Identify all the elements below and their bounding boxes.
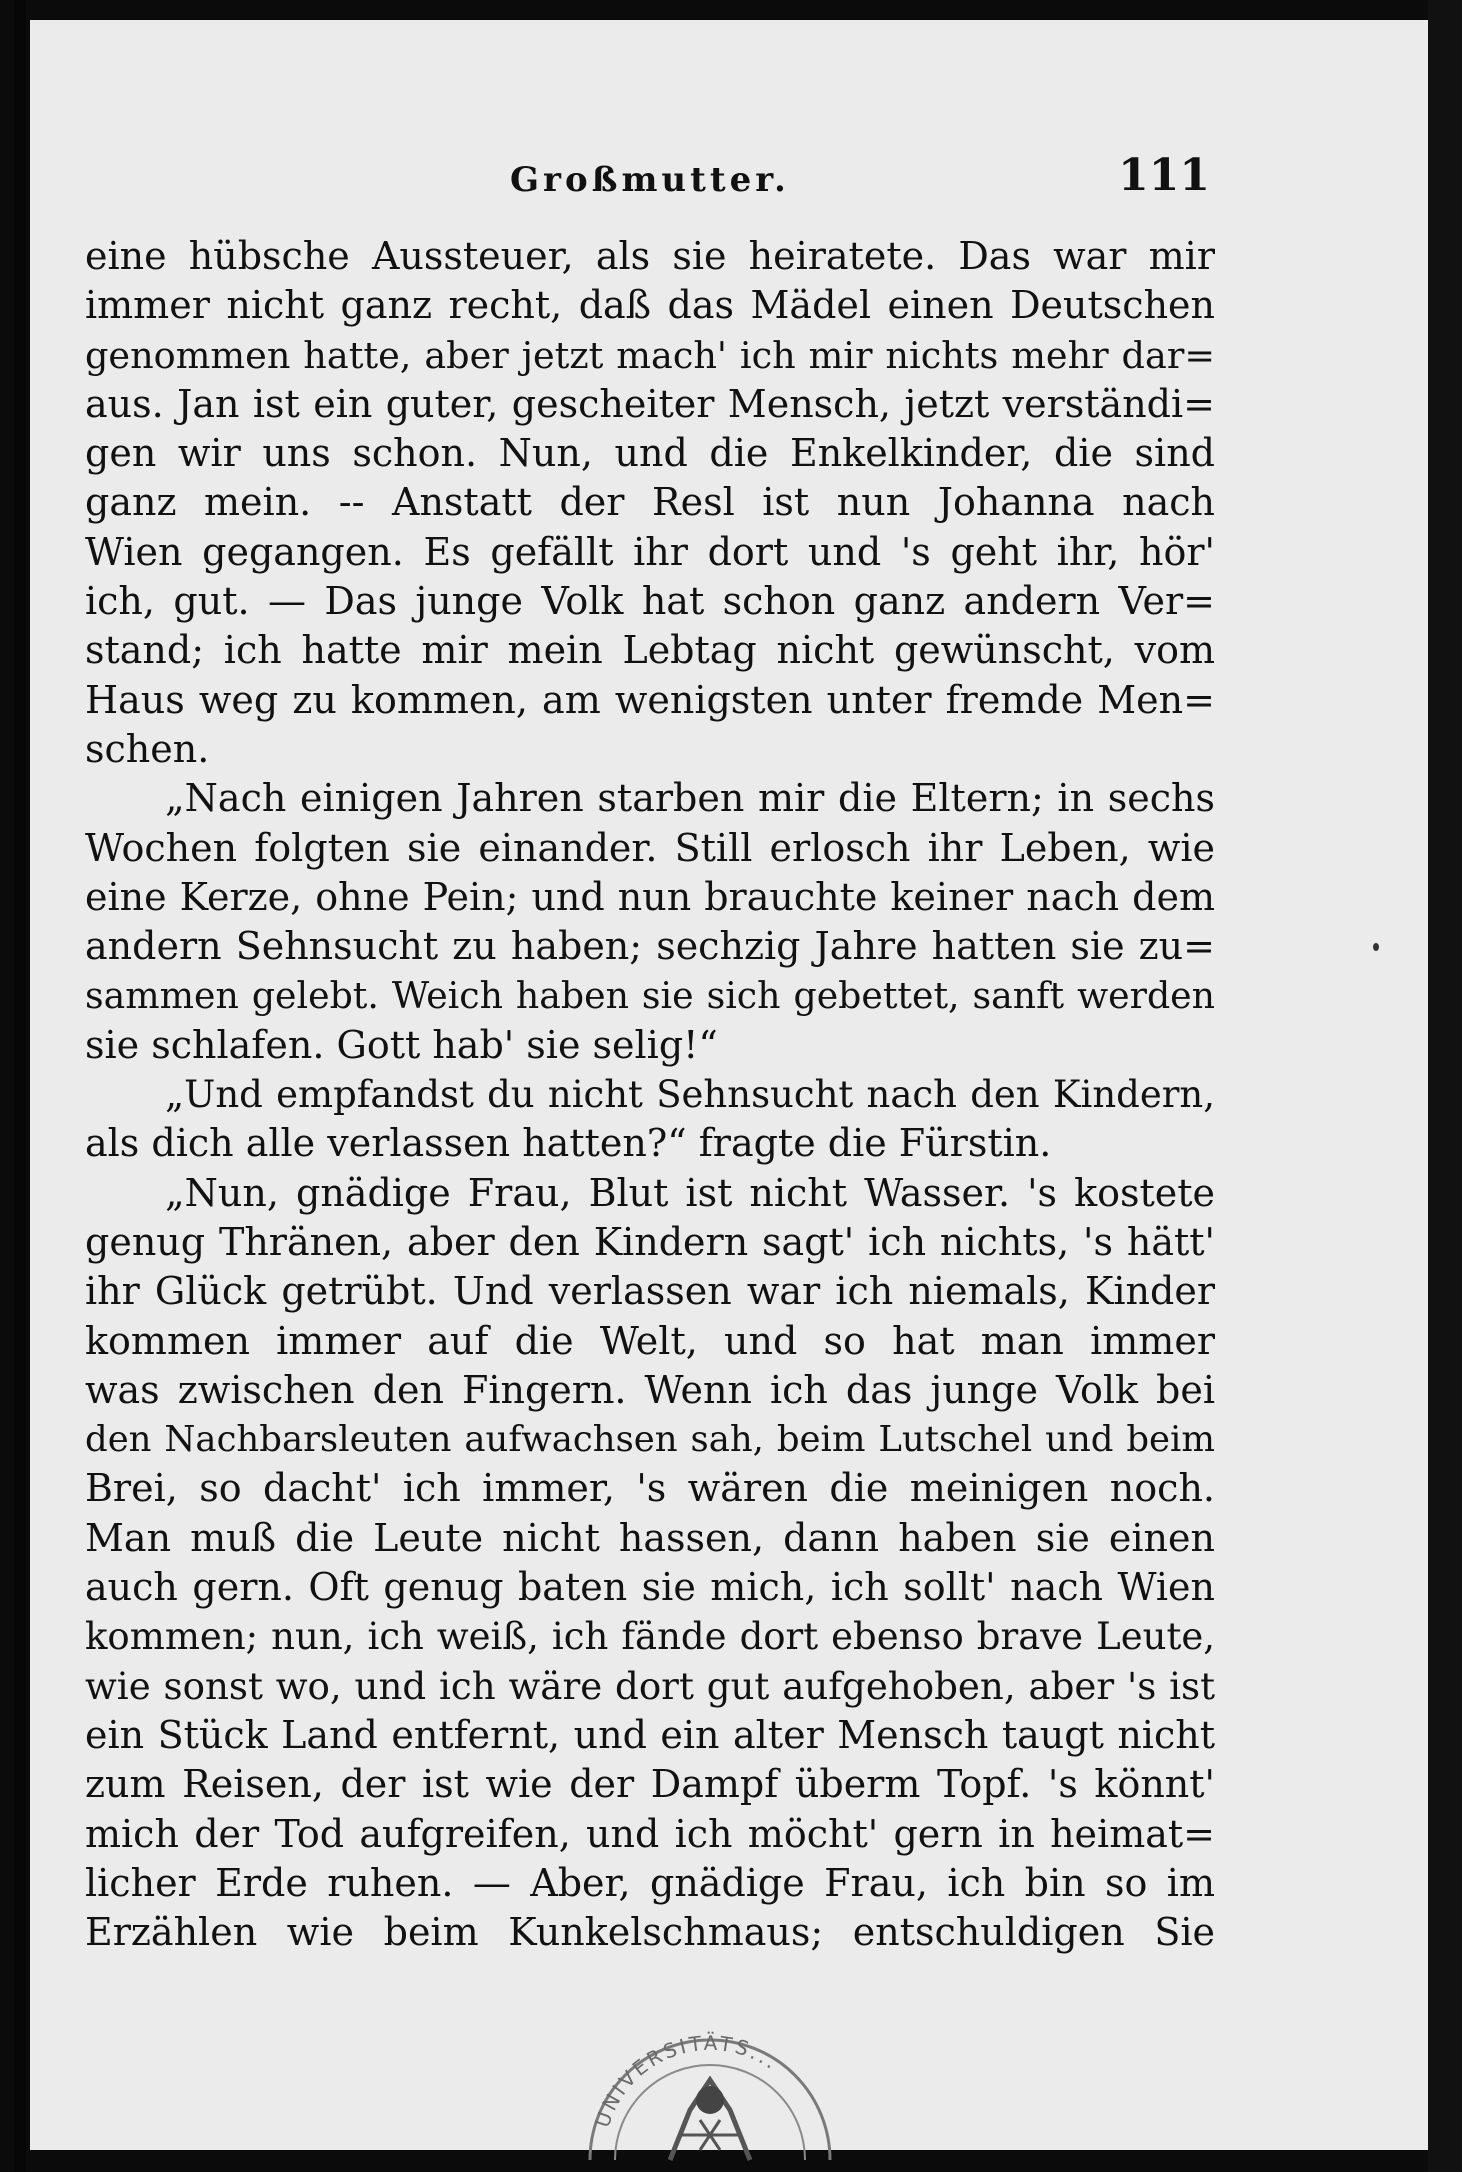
text-line: licher Erde ruhen. — Aber, gnädige Frau, ich bin so im: [85, 1860, 1215, 1905]
text-line: ich, gut. — Das junge Volk hat schon ganz andern Ver=: [85, 579, 1215, 624]
text-line: Wochen folgten sie einander. Still erlosch ihr Leben, wie: [85, 825, 1215, 870]
text-line: kommen; nun, ich weiß, ich fände dort ebenso brave Leute,: [85, 1615, 1215, 1659]
ink-speck: [1373, 943, 1379, 951]
body-text: [85, 232, 1215, 1957]
text-line: Haus weg zu kommen, am wenigsten unter fremde Men=: [85, 677, 1215, 722]
text-line: sammen gelebt. Weich haben sie sich gebettet, sanft werden: [85, 974, 1215, 1018]
text-line: zum Reisen, der ist wie der Dampf überm Topf. 's könnt': [85, 1762, 1215, 1807]
text-line: eine Kerze, ohne Pein; und nun brauchte keiner nach dem: [85, 874, 1215, 919]
text-line: den Nachbarsleuten aufwachsen sah, beim Lutschel und beim: [85, 1419, 1215, 1461]
right-scan-border: [1428, 0, 1462, 2172]
text-line: eine hübsche Aussteuer, als sie heiratete. Das war mir: [85, 234, 1215, 278]
text-line: gen wir uns schon. Nun, und die Enkelkinder, die sind: [85, 431, 1215, 476]
stamp-text: UNIVERSITÄTS...: [589, 2030, 784, 2131]
text-line: stand; ich hatte mir mein Lebtag nicht gewünscht, vom: [85, 628, 1215, 673]
page-number: 111: [1118, 150, 1210, 201]
text-line: „Und empfandst du nicht Sehnsucht nach den Kindern,: [165, 1073, 1215, 1117]
text-line: wie sonst wo, und ich wäre dort gut aufgehoben, aber 's ist: [85, 1664, 1215, 1708]
text-line: als dich alle verlassen hatten?“ fragte die Fürstin.: [85, 1121, 1052, 1166]
text-line: was zwischen den Fingern. Wenn ich das junge Volk bei: [85, 1367, 1215, 1412]
text-line: genug Thränen, aber den Kindern sagt' ich nichts, 's hätt': [85, 1219, 1215, 1264]
text-line: Erzählen wie beim Kunkelschmaus; entschuldigen Sie: [85, 1910, 1215, 1955]
text-line: schen.: [85, 726, 210, 771]
text-line: „Nach einigen Jahren starben mir die Eltern; in sechs: [165, 776, 1215, 821]
left-binding-edge: [14, 0, 26, 2172]
text-line: sie schlafen. Gott hab' sie selig!“: [85, 1022, 718, 1067]
text-line: Man muß die Leute nicht hassen, dann haben sie einen: [85, 1515, 1215, 1560]
text-line: Wien gegangen. Es gefällt ihr dort und 's geht ihr, hör': [85, 529, 1215, 574]
text-line: ihr Glück getrübt. Und verlassen war ich niemals, Kinder: [85, 1269, 1215, 1314]
text-line: andern Sehnsucht zu haben; sechzig Jahre hatten sie zu=: [85, 924, 1215, 969]
running-title: Großmutter.: [510, 160, 790, 200]
page-header: [80, 150, 1210, 210]
text-line: „Nun, gnädige Frau, Blut ist nicht Wasser. 's kostete: [165, 1170, 1215, 1215]
text-line: Brei, so dacht' ich immer, 's wären die meinigen noch.: [85, 1466, 1215, 1511]
text-line: aus. Jan ist ein guter, gescheiter Mensch, jetzt verständi=: [85, 381, 1215, 426]
text-line: ein Stück Land entfernt, und ein alter Mensch taugt nicht: [85, 1712, 1215, 1757]
text-line: mich der Tod aufgreifen, und ich möcht' gern in heimat=: [85, 1811, 1215, 1856]
library-stamp: [560, 1960, 860, 2170]
text-line: genommen hatte, aber jetzt mach' ich mir nichts mehr dar=: [85, 333, 1215, 377]
text-line: kommen immer auf die Welt, und so hat man immer: [85, 1318, 1215, 1363]
text-line: auch gern. Oft genug baten sie mich, ich sollt' nach Wien: [85, 1565, 1215, 1610]
text-line: ganz mein. -- Anstatt der Resl ist nun Johanna nach: [85, 480, 1215, 525]
text-line: immer nicht ganz recht, daß das Mädel einen Deutschen: [85, 283, 1215, 328]
